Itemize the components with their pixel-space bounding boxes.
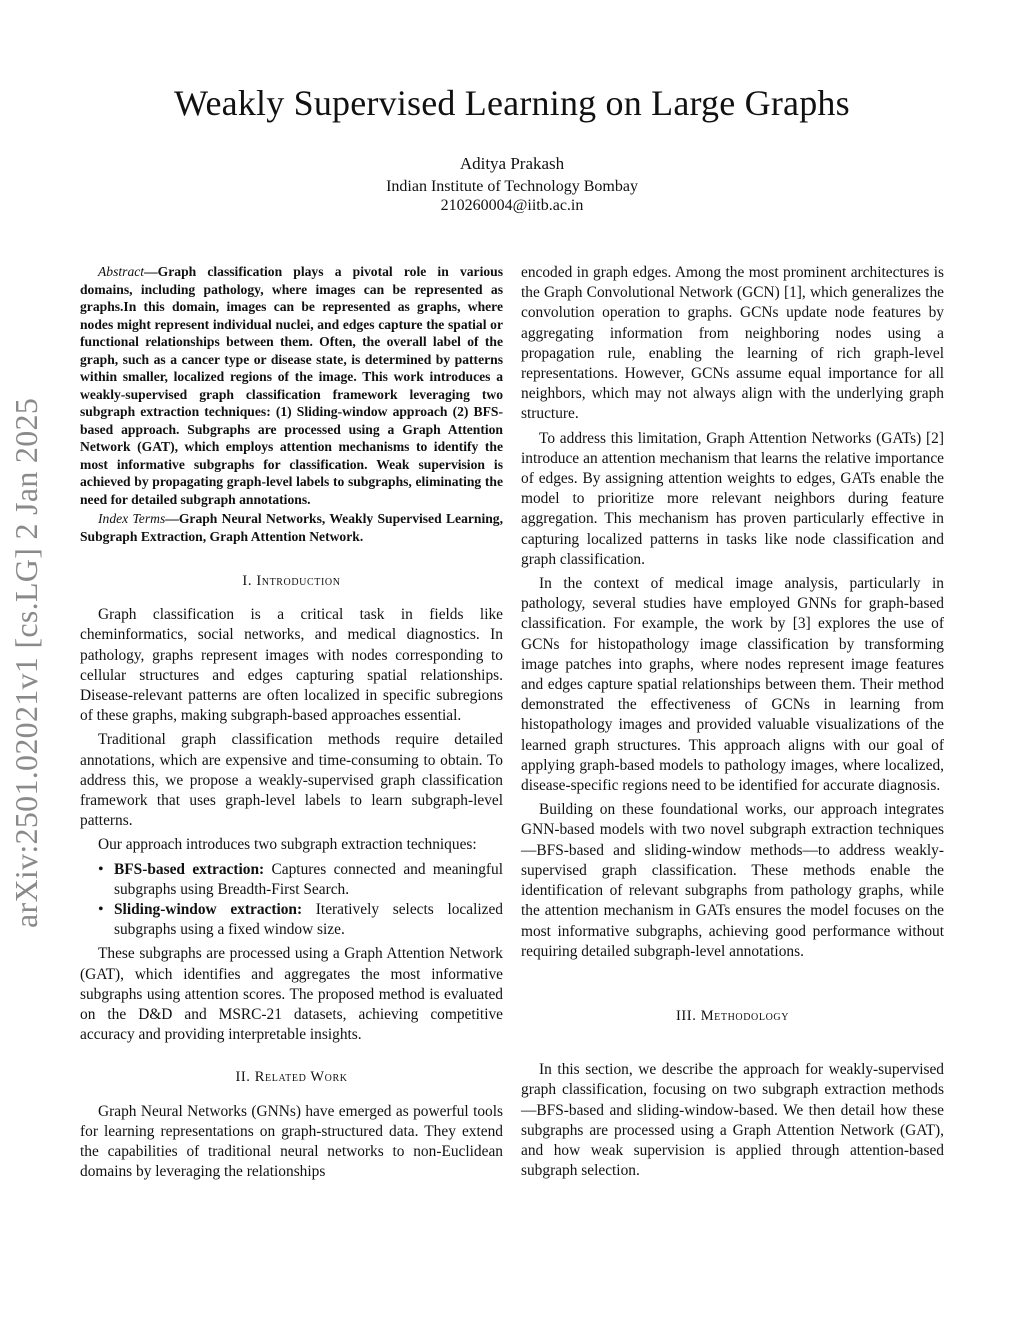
paper-title: Weakly Supervised Learning on Large Graphs — [174, 83, 850, 123]
intro-paragraph-1: Graph classification is a critical task in fields like cheminformatics, social networks, and medical diagnostics. In pathology, graphs represent images with nodes corresponding to cellular structures and edges capturing spatial relationships. Disease-relevant patterns are often localized in specific subregions of these graphs, making subgraph-based approaches essential. — [80, 606, 503, 725]
related-paragraph-1-continued: encoded in graph edges. Among the most prominent architectures is the Graph Convolutional Network (GCN) [1], which generalizes the convolution operation to graphs. GCNs update node features by aggregating information from neighboring nodes using a propagation rule, enabling the learning of rich graph-level representations. However, GCNs assume equal importance for all neighbors, which may not always align with the underlying graph structure. — [521, 264, 944, 423]
section-heading-related-work — [80, 1067, 503, 1087]
bullet-text: Captures connected and meaningful subgraphs using Breadth-First Search. — [114, 860, 503, 898]
author-email: 210260004@iitb.ac.in — [440, 197, 584, 214]
related-paragraph-4: Building on these foundational works, our approach integrates GNN-based models with two novel subgraph extraction techniques—BFS-based and sliding-window methods—to address weakly-supervised graph classification. These methods enable the identification of relevant subgraphs from pathology graphs, while the attention mechanism in GATs ensures the model focuses on the most informative subgraphs, achieving good performance without requiring detailed subgraph-level annotations. — [521, 801, 944, 960]
abstract-text: —Graph classification plays a pivotal role in various domains, including pathology, where images can be represented as graphs.In this domain, images can be represented as graphs, where nodes might represent individual nuclei, and edges capture the spatial or functional relationships between them. Often, the overall label of the graph, such as a cancer type or disease state, is determined by patterns within smaller, localized regions of the image. This work introduces a weakly-supervised graph classification framework leveraging two subgraph extraction techniques: (1) Sliding-window approach (2) BFS-based approach. Subgraphs are processed using a Graph Attention Network (GAT), which employs attention mechanisms to identify the most informative subgraphs for classification. Weak supervision is achieved by propagating graph-level labels to subgraphs, eliminating the need for detailed subgraph annotations. — [80, 264, 503, 507]
bullet-term: Sliding-window extraction: — [114, 901, 303, 919]
intro-paragraph-4: These subgraphs are processed using a Graph Attention Network (GAT), which identifies and aggregates the most informative subgraphs using attention scores. The proposed method is evaluated on the D&D and MSRC-21 datasets, achieving competitive accuracy and providing interpretable insights. — [80, 945, 503, 1044]
related-paragraph-2: To address this limitation, Graph Attention Networks (GATs) [2] introduce an attention mechanism that learns the relative importance of edges. By assigning attention weights to edges, GATs enable the model to prioritize more relevant neighbors during feature aggregation. This mechanism has proven particularly effective in capturing localized patterns in tasks like node classification and graph classification. — [521, 429, 944, 568]
right-column — [521, 263, 944, 1181]
section-numeral: III. — [675, 1007, 701, 1024]
extraction-list — [80, 860, 503, 941]
section-title: Related Work — [254, 1069, 348, 1086]
abstract — [80, 263, 503, 508]
author-block — [0, 154, 1024, 215]
methodology-paragraph-1: In this section, we describe the approach for weakly-supervised graph classification, focusing on two subgraph extraction methods—BFS-based and sliding-window-based. We then detail how these subgraphs are processed using a Graph Attention Network (GAT), and how weak supervision is applied through attention-based subgraph selection. — [521, 1061, 944, 1180]
arxiv-side-stamp: arXiv:2501.02021v1 [cs.LG] 2 Jan 2025 — [8, 397, 44, 928]
section-title: Methodology — [700, 1007, 790, 1024]
section-title: Introduction — [256, 573, 341, 589]
related-paragraph-1: Graph Neural Networks (GNNs) have emerged as powerful tools for learning representations on graph-structured data. They extend the capabilities of traditional neural networks to non-Euclidean domains by leveraging the relationships — [80, 1102, 503, 1181]
author-affiliation: Indian Institute of Technology Bombay — [386, 178, 638, 195]
section-numeral: II. — [235, 1069, 255, 1086]
section-heading-introduction — [80, 571, 503, 591]
section-heading-methodology — [521, 1006, 944, 1026]
section-numeral: I. — [242, 573, 257, 589]
bullet-text: Iteratively selects localized subgraphs using a fixed window size. — [114, 901, 503, 939]
bullet-term: BFS-based extraction: — [114, 860, 265, 878]
abstract-lead: Abstract — [98, 264, 145, 279]
author-name: Aditya Prakash — [459, 154, 565, 173]
list-item — [114, 860, 503, 900]
index-terms-text: —Graph Neural Networks, Weakly Supervised Learning, Subgraph Extraction, Graph Attention Network. — [80, 511, 503, 544]
index-terms-lead: Index Terms — [98, 511, 166, 526]
index-terms — [80, 510, 503, 545]
intro-paragraph-3: Our approach introduces two subgraph extraction techniques: — [98, 836, 477, 854]
list-item — [114, 900, 503, 940]
intro-paragraph-2: Traditional graph classification methods require detailed annotations, which are expensive and time-consuming to obtain. To address this, we propose a weakly-supervised graph classification framework that uses graph-level labels to learn subgraph-level patterns. — [80, 731, 503, 830]
left-column — [80, 263, 503, 1182]
related-paragraph-3: In the context of medical image analysis, particularly in pathology, several studies have employed GNNs for graph-based classification. For example, the work by [3] explores the use of GCNs for histopathology image classification by transforming image patches into graphs, where nodes represent image features and edges capture spatial relationships between them. Their method demonstrated the effectiveness of GCNs in learning from histopathology images and provided valuable visualizations of the learned graph structures. This approach aligns with our goal of applying graph-based models to pathology images, where localized, disease-specific regions need to be identified for accurate diagnosis. — [521, 575, 944, 795]
